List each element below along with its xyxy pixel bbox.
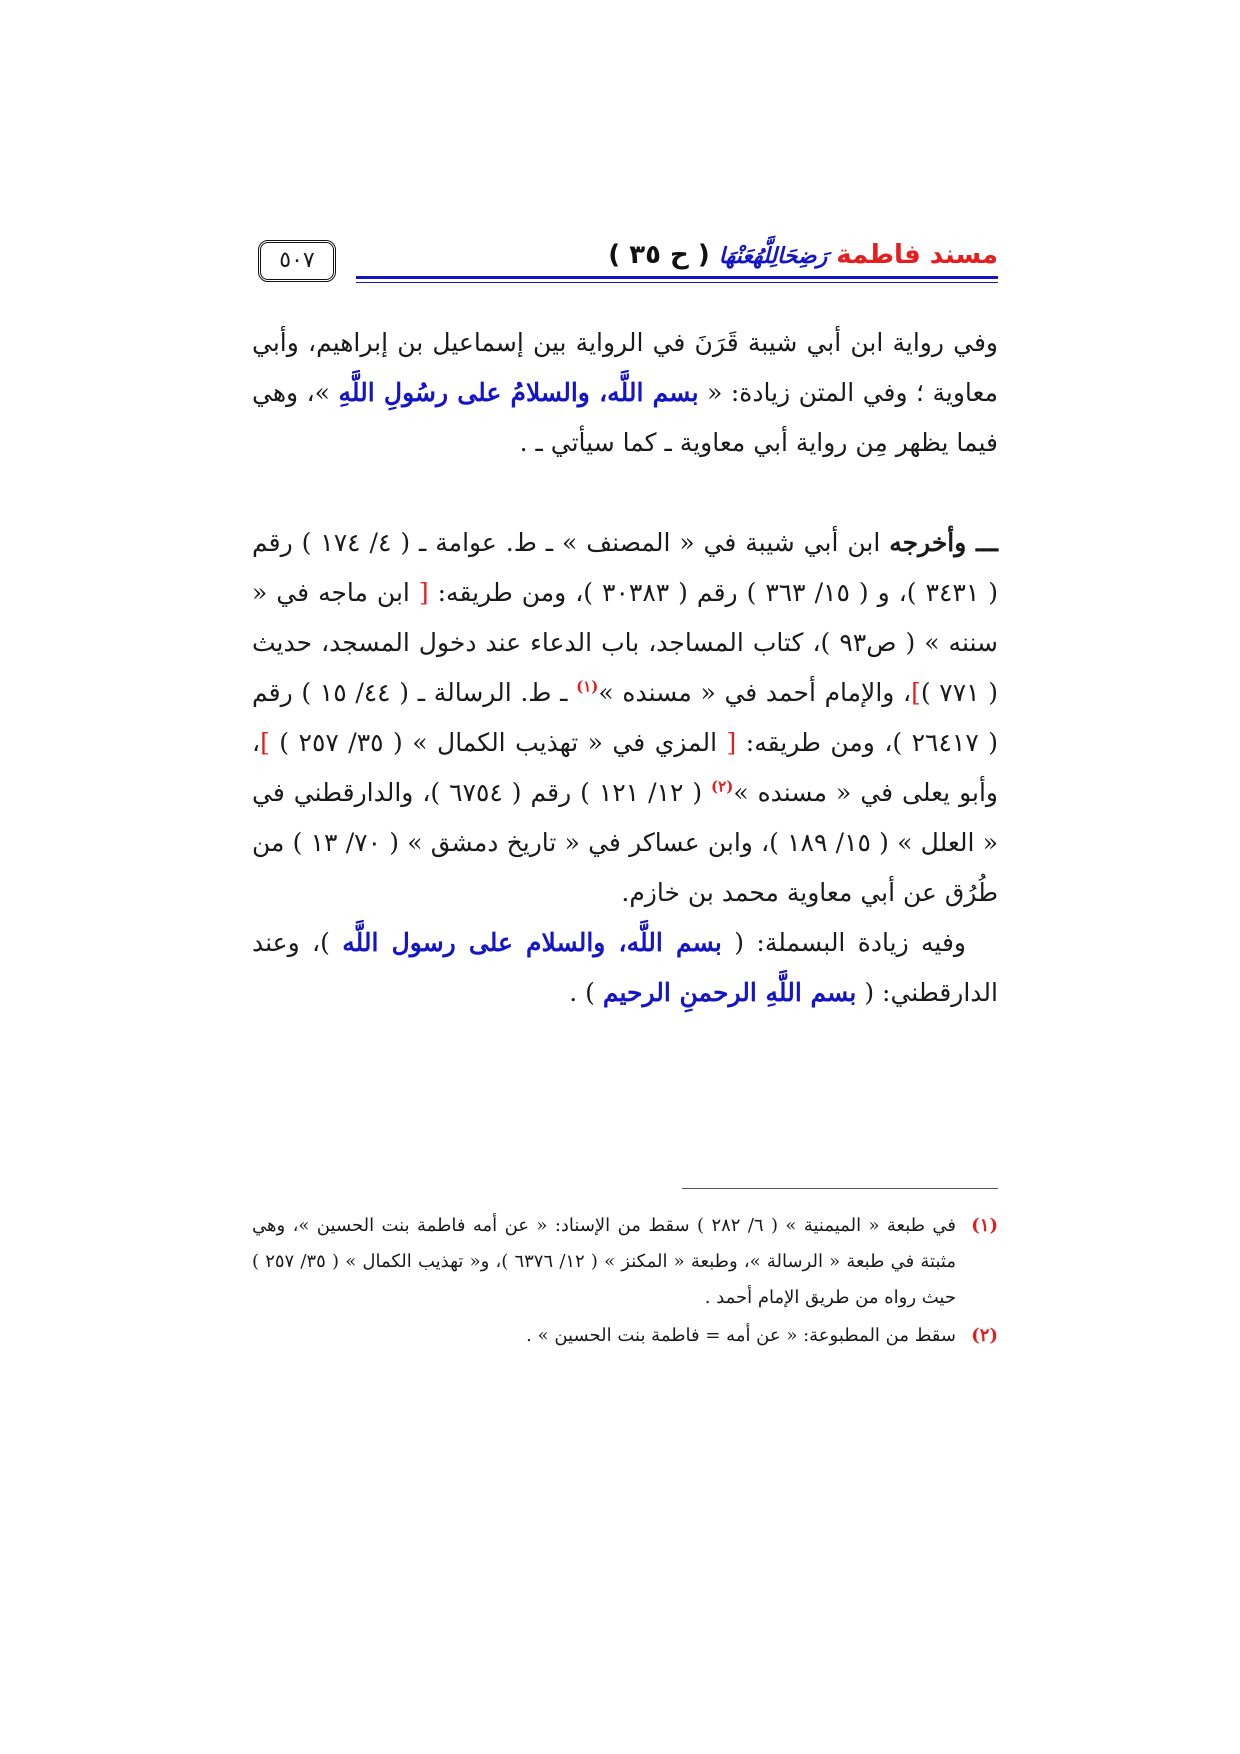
bracket-close: ] — [911, 678, 921, 707]
header-rule-thin — [356, 282, 998, 283]
footnote-ref-2[interactable]: (٢) — [711, 777, 734, 796]
main-text — [252, 318, 998, 1018]
lead-word: ـــ وأخرجه — [889, 528, 998, 557]
text-run: المزي في « تهذيب الكمال » ( ٣٥/ ٢٥٧ ) — [269, 728, 727, 757]
paragraph-1 — [252, 318, 998, 468]
text-run: ) . — [569, 978, 603, 1007]
running-title — [608, 238, 998, 274]
text-run: ، والإمام أحمد في « مسنده » — [598, 678, 912, 707]
text-run: ـ ط. الرسالة ـ ( ٤٤/ ١٥ ) رقم ( ٢٦٤١٧ )، ومن طريقه: — [252, 678, 998, 757]
quoted-text: بسم اللَّهِ الرحمنِ الرحيم — [602, 978, 857, 1007]
quoted-text: بسم اللَّه، والسلامُ على رسُولِ اللَّهِ — [338, 378, 699, 407]
text-run: ، وأبو يعلى في « مسنده » — [252, 728, 998, 807]
page-number-box — [258, 240, 336, 282]
paragraph-3 — [252, 918, 998, 1018]
text-run: ( ١٢/ ١٢١ ) رقم ( ٦٧٥٤ )، والدارقطني في « العلل » ( ١٥/ ١٨٩ )، وابن عساكر في « تاريخ دمشق » ( ٧٠/ ١٣ ) من طُرُق عن أبي معاوية محمد بن خازم. — [252, 778, 998, 907]
footnote-text: في طبعة « الميمنية » ( ٦/ ٢٨٢ ) سقط من الإسناد: « عن أمه فاطمة بنت الحسين »، وهي مثبتة في طبعة « الرسالة »، وطبعة « المكنز » ( ١٢/ ٦٣٧٦ )، و« تهذيب الكمال » ( ٣٥/ ٢٥٧ ) حيث رواه من طريق الإمام أحمد . — [252, 1215, 956, 1308]
paragraph-2 — [252, 518, 998, 918]
text-run: ابن ماجه في « سننه » ( ص٩٣ )، كتاب المساجد، باب الدعاء عند دخول المسجد، حديث ( ٧٧١ ) — [252, 578, 999, 707]
footnote-separator — [682, 1188, 998, 1189]
footnote-mark: (٢) — [971, 1325, 998, 1346]
footnotes — [252, 1208, 998, 1356]
text-run: )، وعند الدارقطني: ( — [252, 928, 998, 1007]
footnote-2 — [252, 1318, 998, 1354]
footnote-mark: (١) — [971, 1215, 998, 1236]
quoted-text: بسم اللَّه، والسلام على رسول اللَّه — [342, 928, 722, 957]
page-number: ٥٠٧ — [279, 248, 315, 273]
text-run: وفي رواية ابن أبي شيبة قَرَنَ في الرواية بين إسماعيل بن إبراهيم، وأبي معاوية ؛ وفي المتن زيادة: « — [252, 328, 998, 407]
footnote-1 — [252, 1208, 998, 1316]
page-header — [258, 238, 998, 284]
title-hadith-number: ( ح ٣٥ ) — [608, 240, 710, 270]
bracket-close: ] — [260, 728, 270, 757]
bracket-open: [ — [726, 728, 737, 757]
text-run: وفيه زيادة البسملة: ( — [721, 928, 967, 957]
text-run: ابن أبي شيبة في « المصنف » ـ ط. عوامة ـ ( ٤/ ١٧٤ ) رقم ( ٣٤٣١ )، و ( ١٥/ ٣٦٣ ) رقم ( ٣٠٣٨٣ )، ومن طريقه: — [252, 528, 998, 607]
bracket-open: [ — [418, 578, 429, 607]
text-run: »، وهي فيما يظهر مِن رواية أبي معاوية ـ كما سيأتي ـ . — [252, 378, 998, 457]
header-rule-thick — [356, 276, 998, 279]
title-honorific: رَضِحَالِلَّهُعَنْهَا — [718, 244, 828, 269]
title-name: مسند فاطمة — [836, 240, 998, 270]
footnote-text: سقط من المطبوعة: « عن أمه = فاطمة بنت الحسين » . — [526, 1325, 956, 1346]
footnote-ref-1[interactable]: (١) — [576, 677, 599, 696]
